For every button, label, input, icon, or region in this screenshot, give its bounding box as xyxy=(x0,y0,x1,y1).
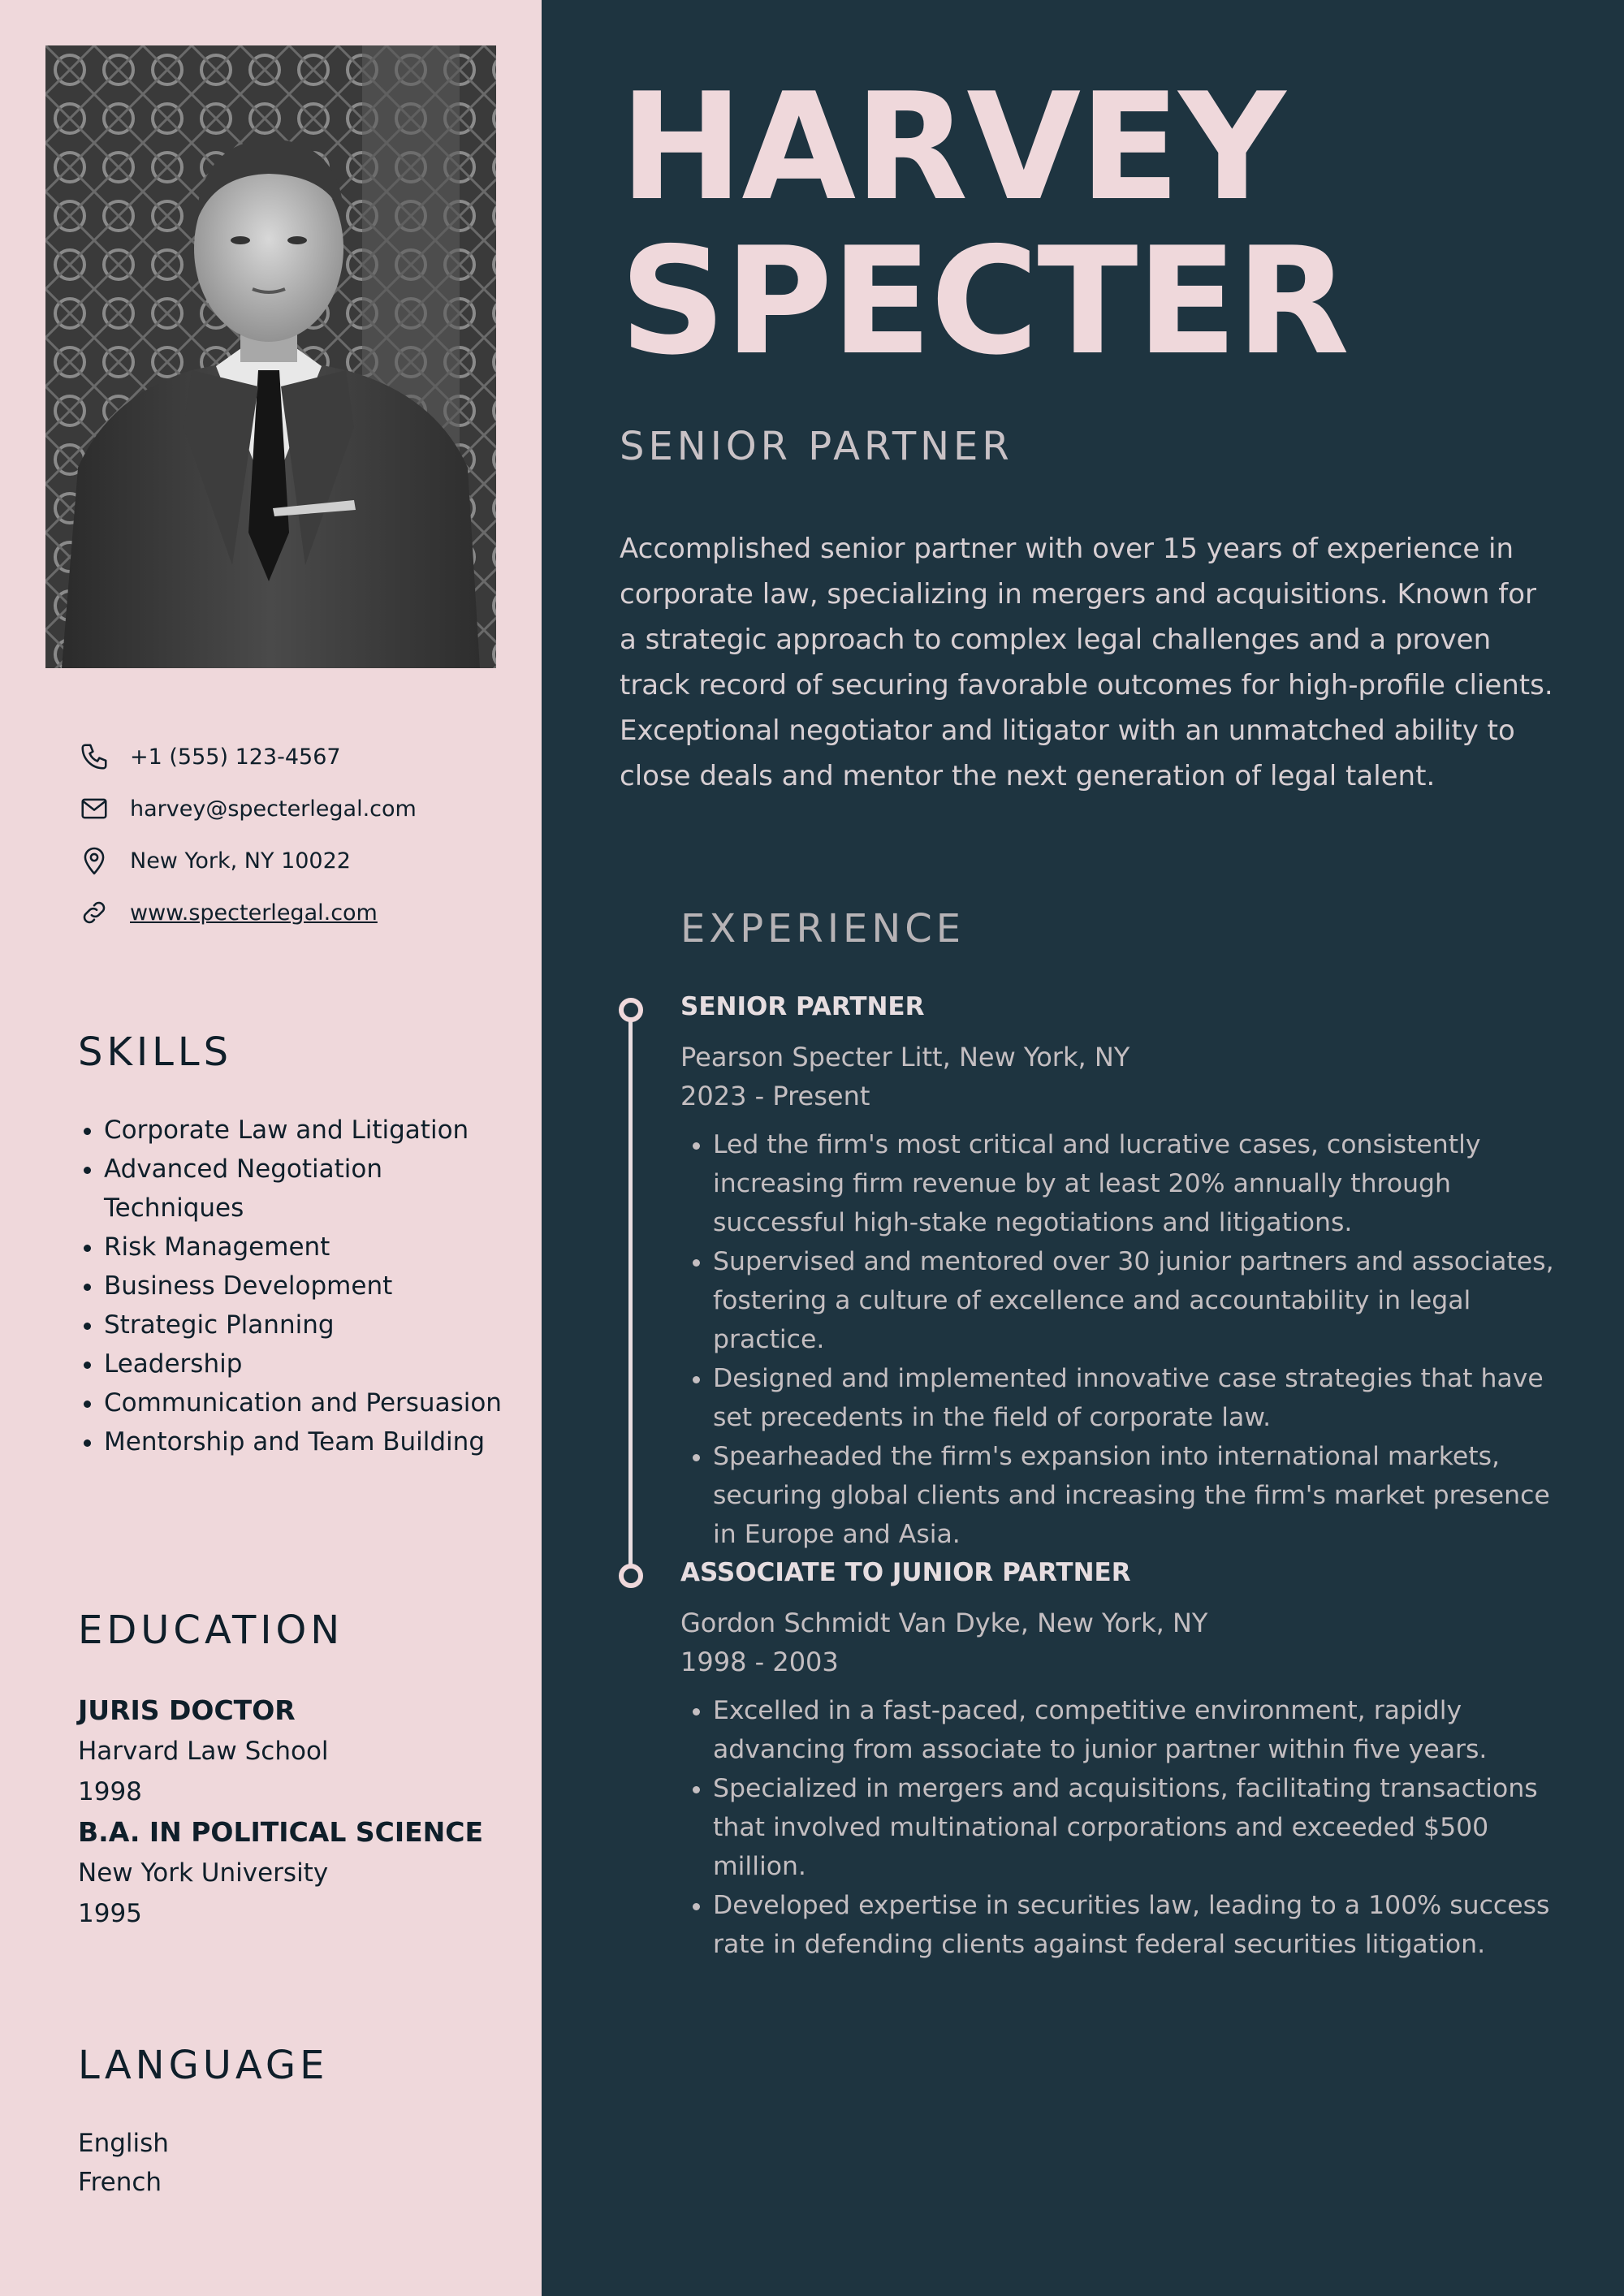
school-name: New York University xyxy=(78,1858,329,1888)
experience-entry xyxy=(680,1555,1574,1964)
envelope-icon xyxy=(78,792,110,825)
contact-list xyxy=(78,731,417,939)
skills-heading: SKILLS xyxy=(78,1029,233,1075)
link-icon xyxy=(78,896,110,929)
graduation-year: 1995 xyxy=(78,1899,142,1928)
job-company: Gordon Schmidt Van Dyke, New York, NY xyxy=(680,1608,1208,1638)
contact-email[interactable] xyxy=(78,783,417,835)
job-bullet: • Led the firm's most critical and lucrative cases, consistently increasing firm revenue by at least 20% annually through successful high-stake negotiations and litigations. xyxy=(713,1125,1574,1242)
experience-heading: EXPERIENCE xyxy=(680,906,965,952)
education-entry xyxy=(78,1812,516,1934)
first-name: HARVEY xyxy=(620,61,1285,233)
job-bullet: • Spearheaded the firm's expansion into international markets, securing global clients and increasing the firm's market presence in Europe and Asia. xyxy=(713,1437,1574,1554)
job-bullet: • Specialized in mergers and acquisitions, facilitating transactions that involved multinational corporations and exceeded $500 million. xyxy=(713,1769,1574,1886)
experience-entry xyxy=(680,989,1574,1554)
map-pin-icon xyxy=(78,844,110,877)
skill-item: • Communication and Persuasion xyxy=(104,1383,526,1422)
degree-title: B.A. IN POLITICAL SCIENCE xyxy=(78,1816,484,1848)
language-item: English xyxy=(78,2129,169,2158)
language-list xyxy=(78,2124,169,2202)
profile-photo xyxy=(45,45,496,668)
phone-icon xyxy=(78,740,110,773)
contact-location xyxy=(78,835,417,887)
skill-item: • Risk Management xyxy=(104,1228,526,1267)
timeline-dot xyxy=(619,1564,643,1588)
school-name: Harvard Law School xyxy=(78,1737,329,1766)
job-role: ASSOCIATE TO JUNIOR PARTNER xyxy=(680,1558,1131,1587)
degree-title: JURIS DOCTOR xyxy=(78,1694,296,1726)
contact-website[interactable] xyxy=(78,887,417,939)
education-list xyxy=(78,1690,516,1934)
contact-phone[interactable] xyxy=(78,731,417,783)
education-heading: EDUCATION xyxy=(78,1608,344,1653)
skill-item: • Strategic Planning xyxy=(104,1306,526,1344)
job-role: SENIOR PARTNER xyxy=(680,992,925,1021)
skill-item: • Advanced Negotiation Techniques xyxy=(104,1150,526,1228)
job-bullet: • Excelled in a fast-paced, competitive environment, rapidly advancing from associate to junior partner within five years. xyxy=(713,1691,1574,1769)
main-content xyxy=(542,0,1624,2296)
job-bullets xyxy=(680,1125,1574,1554)
job-dates: 2023 - Present xyxy=(680,1081,870,1111)
job-bullet: • Developed expertise in securities law, leading to a 100% success rate in defending clients against federal securities litigation. xyxy=(713,1886,1574,1964)
job-dates: 1998 - 2003 xyxy=(680,1646,839,1677)
skill-item: • Corporate Law and Litigation xyxy=(104,1111,526,1150)
job-bullet: • Supervised and mentored over 30 junior partners and associates, fostering a culture of excellence and accountability in legal practice. xyxy=(713,1242,1574,1359)
candidate-name xyxy=(620,61,1348,387)
skill-item: • Mentorship and Team Building xyxy=(104,1422,526,1461)
email-address: harvey@specterlegal.com xyxy=(130,796,417,822)
phone-number: +1 (555) 123-4567 xyxy=(130,744,341,770)
website-link[interactable]: www.specterlegal.com xyxy=(130,900,378,926)
skill-item: • Business Development xyxy=(104,1267,526,1306)
profile-summary: Accomplished senior partner with over 15 years of experience in corporate law, specializing in mergers and acquisitions. Known for a strategic approach to complex legal challenges and a proven track record of securing favorable outcomes for high-profile clients. Exceptional negotiator and litigator with an unmatched ability to close deals and mentor the next generation of legal talent. xyxy=(620,533,1553,792)
language-item: French xyxy=(78,2168,162,2197)
graduation-year: 1998 xyxy=(78,1777,142,1806)
job-bullet: • Designed and implemented innovative case strategies that have set precedents in the field of corporate law. xyxy=(713,1359,1574,1437)
education-entry xyxy=(78,1690,516,1812)
language-heading: LANGUAGE xyxy=(78,2043,329,2088)
skill-item: • Leadership xyxy=(104,1344,526,1383)
job-title: SENIOR PARTNER xyxy=(620,424,1013,469)
timeline-line xyxy=(628,1015,633,1572)
location-text: New York, NY 10022 xyxy=(130,848,351,874)
timeline-dot xyxy=(619,998,643,1022)
last-name: SPECTER xyxy=(620,215,1348,387)
job-bullets xyxy=(680,1691,1574,1964)
sidebar xyxy=(0,0,542,2296)
skills-list xyxy=(78,1111,526,1461)
job-company: Pearson Specter Litt, New York, NY xyxy=(680,1042,1130,1072)
